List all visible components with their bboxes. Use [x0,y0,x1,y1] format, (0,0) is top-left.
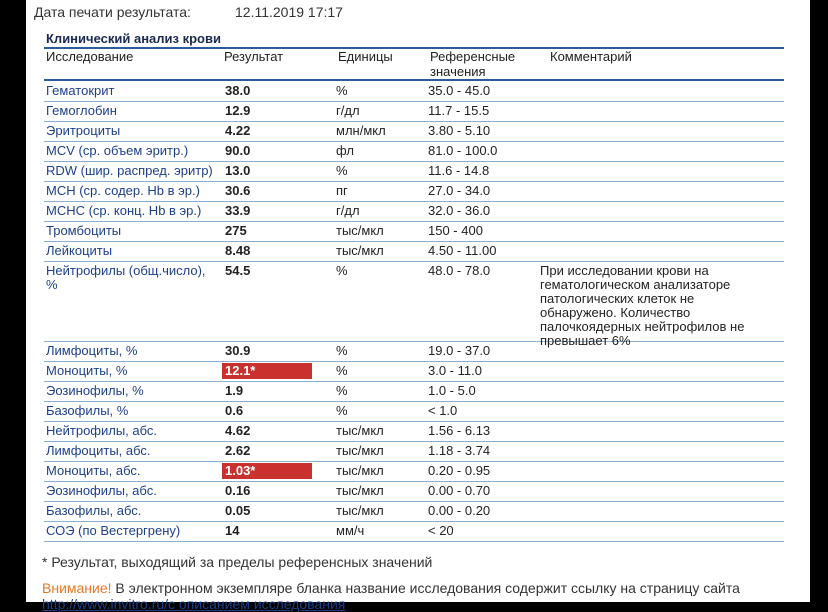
table-row [44,442,784,462]
unit-value: мм/ч [336,523,365,538]
result-value-flagged [222,363,312,379]
reference-range: 11.6 - 14.8 [428,163,490,178]
unit-value: % [336,83,348,98]
study-name-link[interactable]: Лимфоциты, % [46,343,138,358]
result-value [222,383,312,399]
study-name-link[interactable]: Эозинофилы, % [46,383,144,398]
study-name-link[interactable]: MCV (ср. объем эритр.) [46,143,189,158]
study-name-link[interactable]: MCH (ср. содер. Hb в эр.) [46,183,200,198]
result-text: 0.6 [225,403,244,418]
result-value [222,443,312,459]
unit-value: тыс/мкл [336,503,384,518]
result-text: 12.9 [225,103,251,118]
col-comment: Комментарий [550,49,632,64]
table-row [44,422,784,442]
warning-note [42,580,740,596]
reference-range: 3.0 - 11.0 [428,363,482,378]
study-name-link[interactable]: MCHC (ср. конц. Hb в эр.) [46,203,202,218]
result-text: 2.62 [225,443,251,458]
unit-value: тыс/мкл [336,443,384,458]
study-name-link[interactable]: Нейтрофилы (общ.число), % [46,263,206,292]
unit-value: % [336,383,348,398]
result-value [222,123,312,139]
reference-range: 48.0 - 78.0 [428,263,491,278]
study-name-link[interactable]: Моноциты, % [46,363,128,378]
study-name-link[interactable]: RDW (шир. распред. эритр) [46,163,213,178]
warning-text: В электронном экземпляре бланка название исследования содержит ссылку на страницу сайта [111,580,740,596]
reference-range: 27.0 - 34.0 [428,183,491,198]
comment-text: При исследовании крови на гематологическом анализаторе патологических клеток не обнаружено. Количество палочкоядерных нейтрофилов не превышает 6% [540,263,745,348]
reference-range: 0.20 - 0.95 [428,463,491,478]
table-row [44,182,784,202]
result-text: 0.05 [225,503,251,518]
unit-value: тыс/мкл [336,463,384,478]
table-row [44,482,784,502]
print-date-value: 12.11.2019 17:17 [235,4,343,20]
col-study: Исследование [46,49,134,64]
col-ref-line2: значения [430,64,486,79]
reference-range: 1.18 - 3.74 [428,443,491,458]
table-row [44,462,784,482]
unit-value: фл [336,143,354,158]
study-name-link[interactable]: Тромбоциты [46,223,122,238]
result-value [222,403,312,419]
table-row [44,202,784,222]
study-name-link[interactable]: Лейкоциты [46,243,113,258]
result-text: 1.9 [225,383,244,398]
table-row [44,122,784,142]
unit-value: % [336,403,348,418]
unit-value: % [336,343,348,358]
table-row [44,82,784,102]
header-bottom-rule [44,79,784,81]
col-ref-line1: Референсные [430,49,516,64]
study-name-link[interactable]: Гематокрит [46,83,115,98]
study-name-link[interactable]: Базофилы, % [46,403,129,418]
site-link[interactable]: http://www.invitro.ru/c описанием исследования [42,596,346,612]
table-row [44,402,784,422]
result-value [222,183,312,199]
result-value-flagged [222,463,312,479]
table-header [44,47,784,79]
table-row [44,502,784,522]
result-text: 30.6 [225,183,251,198]
result-text: 30.9 [225,343,251,358]
col-ref [430,49,515,79]
result-text: 54.5 [225,263,251,278]
reference-range: 0.00 - 0.20 [428,503,491,518]
reference-range: 1.56 - 6.13 [428,423,491,438]
result-text: 275 [225,223,247,238]
study-name-link[interactable]: Базофилы, абс. [46,503,142,518]
result-value [222,243,312,259]
unit-value: тыс/мкл [336,243,384,258]
result-text: 0.16 [225,483,251,498]
result-value [222,483,312,499]
unit-value: тыс/мкл [336,223,384,238]
result-value [222,203,312,219]
table-row [44,242,784,262]
unit-value: тыс/мкл [336,423,384,438]
study-name-link[interactable]: Эозинофилы, абс. [46,483,157,498]
print-date-label: Дата печати результата: [34,4,191,20]
report-page [26,0,810,612]
table-row [44,142,784,162]
reference-range: 19.0 - 37.0 [428,343,491,358]
result-value [222,263,312,279]
reference-range: 32.0 - 36.0 [428,203,491,218]
print-date [34,4,343,20]
table-row [44,162,784,182]
unit-value: г/дл [336,103,360,118]
table-row [44,262,784,348]
reference-range: 11.7 - 15.5 [428,103,490,118]
result-text: 13.0 [225,163,251,178]
reference-range: < 20 [428,523,454,538]
reference-range: < 1.0 [428,403,458,418]
unit-value: % [336,363,348,378]
table-row [44,382,784,402]
result-value [222,103,312,119]
result-text: 12.1* [225,363,256,378]
reference-range: 150 - 400 [428,223,483,238]
unit-value: % [336,163,348,178]
result-text: 4.22 [225,123,251,138]
section-title: Клинический анализ крови [46,31,221,46]
result-value [222,223,312,239]
result-text: 4.62 [225,423,251,438]
reference-range: 35.0 - 45.0 [428,83,491,98]
unit-value: пг [336,183,348,198]
unit-value: % [336,263,348,278]
study-name-link[interactable]: СОЭ (по Вестергрену) [46,523,181,538]
study-name-link[interactable]: Гемоглобин [46,103,117,118]
result-value [222,163,312,179]
unit-value: г/дл [336,203,360,218]
result-value [222,143,312,159]
reference-range: 0.00 - 0.70 [428,483,491,498]
study-name-link[interactable]: Лимфоциты, абс. [46,443,151,458]
result-text: 90.0 [225,143,251,158]
table-row [44,362,784,382]
result-value [222,343,312,359]
result-value [222,503,312,519]
result-text: 33.9 [225,203,251,218]
reference-range: 81.0 - 100.0 [428,143,498,158]
reference-range: 3.80 - 5.10 [428,123,491,138]
footnote: * Результат, выходящий за пределы референсных значений [42,554,433,570]
result-text: 1.03* [225,463,256,478]
reference-range: 1.0 - 5.0 [428,383,476,398]
result-value [222,523,312,539]
table-row [44,522,784,542]
result-text: 38.0 [225,83,251,98]
reference-range: 4.50 - 11.00 [428,243,497,258]
col-result: Результат [224,49,284,64]
col-units: Единицы [338,49,393,64]
table-row [44,342,784,362]
result-value [222,423,312,439]
result-value [222,83,312,99]
warning-label: Внимание! [42,580,112,596]
table-row [44,102,784,122]
result-text: 14 [225,523,240,538]
unit-value: тыс/мкл [336,483,384,498]
result-text: 8.48 [225,243,251,258]
study-name-link[interactable]: Эритроциты [46,123,121,138]
table-row [44,222,784,242]
study-name-link[interactable]: Нейтрофилы, абс. [46,423,158,438]
unit-value: млн/мкл [336,123,386,138]
study-name-link[interactable]: Моноциты, абс. [46,463,141,478]
